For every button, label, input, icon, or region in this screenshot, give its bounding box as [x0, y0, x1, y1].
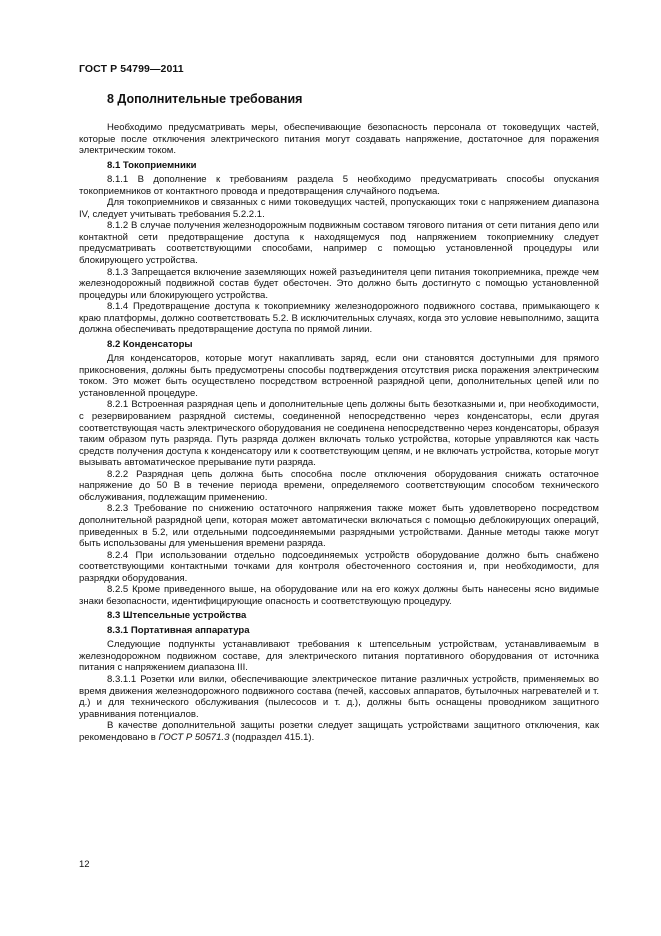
paragraph-8-2-1: 8.2.1 Встроенная разрядная цепь и дополнительные цепь должны быть безотказными и, при необходимости, с резервированием разрядной системы, соединенной непосредственно через конденсаторы, если другая соответствующая часть электрического оборудования не соединена непосредственно через конденсаторы, образуя таким образом путь разряда. Путь разряда должен включать только устройства, которые управляются как часть средств получения доступа к конденсатору или к соответствующим цепям, и не включать устройства, которые могут вызывать автоматическое прерывание пути разряда.	[79, 399, 599, 469]
subsection-heading-8-3: 8.3 Штепсельные устройства	[107, 610, 247, 622]
page-number: 12	[79, 859, 90, 870]
paragraph-8-2-2: 8.2.2 Разрядная цепь должна быть способна после отключения оборудования снижать остаточное напряжение до 50 В в течение периода времени, определяемого соответствующим способом технического обслуживания, подлежащим применению.	[79, 468, 599, 503]
paragraph-8-3-1-protection	[79, 720, 599, 743]
document-header: ГОСТ Р 54799—2011	[79, 63, 184, 75]
paragraph-8-3-1-intro: Следующие подпункты устанавливают требования к штепсельным устройствам, устанавливаемым в железнодорожном подвижном составе, для электрического питания портативного оборудования от источника питания с напряжением диапазона III.	[79, 639, 599, 674]
section-intro: Необходимо предусматривать меры, обеспечивающие безопасность персонала от токоведущих частей, которые после отключения электрического питания могут создавать напряжение, достаточное для поражения электрическим током.	[79, 122, 599, 157]
paragraph-8-2-4: 8.2.4 При использовании отдельно подсоединяемых устройств оборудование должно быть снабжено соответствующими контактными точками для контроля обесточенного состояния и, при необходимости, для разрядки оборудования.	[79, 549, 599, 584]
paragraph-8-1-4: 8.1.4 Предотвращение доступа к токоприемнику железнодорожного подвижного состава, примыкающего к краю платформы, должно соответствовать 5.2. В исключительных случаях, когда это условие невыполнимо, защита должна обеспечивать предотвращение доступа по прямой линии.	[79, 301, 599, 336]
protection-text-end: (подраздел 415.1).	[232, 731, 315, 743]
paragraph-8-2-intro: Для конденсаторов, которые могут накапливать заряд, если они становятся доступными для прямого прикосновения, должны быть предусмотрены способы подтверждения отсутствия риска поражения электрическим током. Это может быть осуществлено посредством встроенной разрядной цепи, дополнительных цепей или по установленной процедуре.	[79, 353, 599, 399]
subsection-heading-8-3-1: 8.3.1 Портативная аппаратура	[107, 624, 250, 636]
paragraph-8-1-1-note: Для токоприемников и связанных с ними токоведущих частей, пропускающих токи с напряжением диапазона IV, следует учитывать требования 5.2.2.1.	[79, 197, 599, 220]
protection-text-start: В качестве дополнительной защиты розетки следует защищать устройствами защитного отключения, как рекомендовано в	[79, 720, 599, 743]
paragraph-8-2-3: 8.2.3 Требование по снижению остаточного напряжения также может быть удовлетворено посредством дополнительной разрядной цепи, которая может автоматически включаться с помощью деблокирующих операций, приведенных в 5.2, или отдельными подсоединяемыми разрядными устройствами. Данные методы также могут быть использованы для уменьшения времени разряда.	[79, 503, 599, 550]
paragraph-8-1-1: 8.1.1 В дополнение к требованиям раздела 5 необходимо предусматривать способы опускания токоприемников от контактного провода и предотвращения случайного подъема.	[79, 174, 599, 197]
page-content	[79, 92, 599, 743]
subsection-heading-8-1: 8.1 Токоприемники	[107, 159, 197, 171]
paragraph-8-1-3: 8.1.3 Запрещается включение заземляющих ножей разъединителя цепи питания токоприемника, прежде чем железнодорожный подвижной состав будет обесточен. Это должно быть достигнуто с помощью установленной процедуры или блокирующего устройства.	[79, 266, 599, 301]
standard-reference-link: ГОСТ Р 50571.3	[158, 731, 230, 743]
paragraph-8-3-1-1: 8.3.1.1 Розетки или вилки, обеспечивающие электрическое питание различных устройств, применяемых во время движения железнодорожного подвижного состава (печей, кассовых аппаратов, бутылочных нагревателей и т. д.) и для технического обслуживания (пылесосов и т. д.), должны быть оснащены проводником защитного уравнивания потенциалов.	[79, 673, 599, 720]
paragraph-8-1-2: 8.1.2 В случае получения железнодорожным подвижным составом тягового питания от сети питания депо или контактной сети предотвращение доступа к находящемуся под напряжением токоприемнику следует предусматривать соответствующими способами, например с помощью установленной процедуры или блокирующего устройства.	[79, 220, 599, 266]
paragraph-8-2-5: 8.2.5 Кроме приведенного выше, на оборудование или на его кожух должны быть нанесены ясно видимые знаки безопасности, идентифицирующие опасность и соответствующую процедуру.	[79, 584, 599, 607]
section-title: 8 Дополнительные требования	[107, 92, 303, 106]
subsection-heading-8-2: 8.2 Конденсаторы	[107, 338, 193, 350]
